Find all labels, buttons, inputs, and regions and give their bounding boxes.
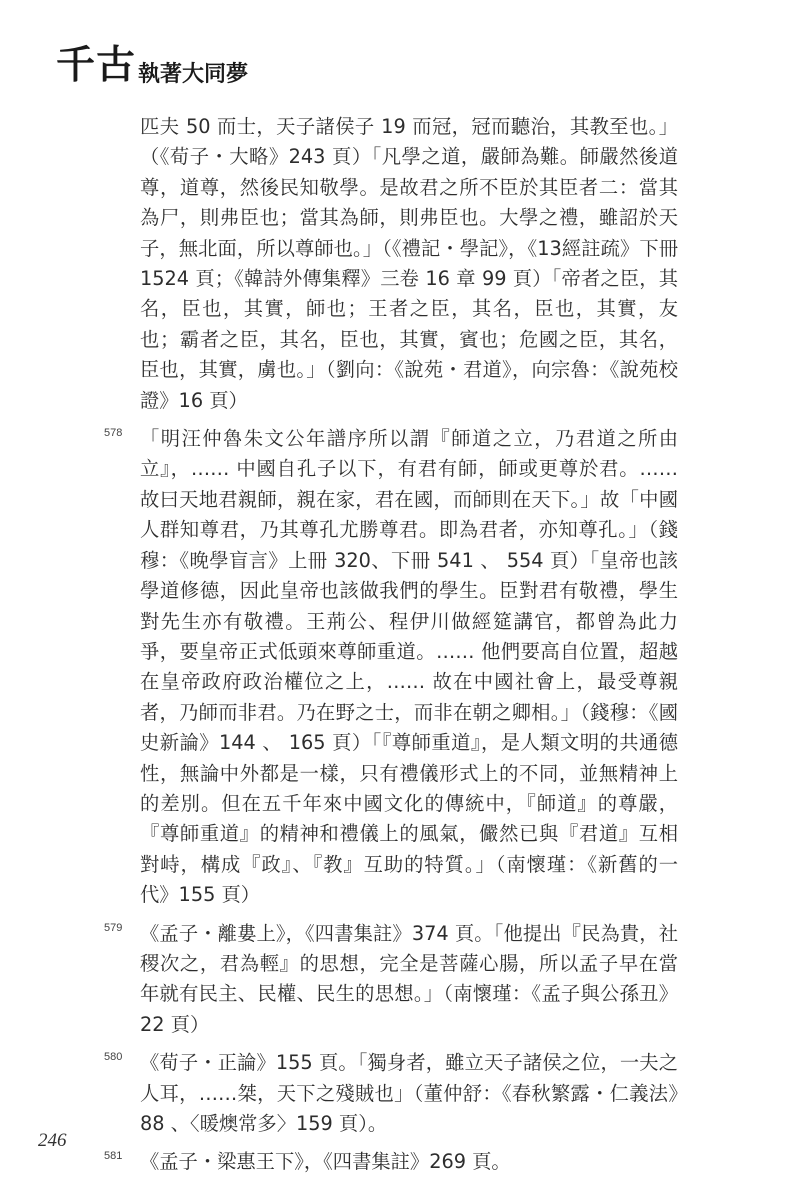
footnote-number: 580 (104, 1051, 123, 1064)
page-number: 246 (38, 1130, 67, 1151)
footnote-number: 579 (104, 921, 123, 934)
footnote-579 (104, 919, 678, 1041)
book-subtitle: 執著大同夢 (138, 61, 249, 87)
footnote-text: 《荀子・正論》155 頁。「獨身者，雖立天子諸侯之位，一夫之人耳，……桀，天下之殘賊也」（董仲舒：《春秋繁露・仁義法》88 、〈暖燠常多〉159 頁）。 (140, 1051, 678, 1135)
book-title: 千古 (56, 42, 137, 88)
footnote-580 (104, 1048, 678, 1139)
footnote-text: 《孟子・梁惠王下》，《四書集註》269 頁。 (140, 1150, 511, 1174)
footnote-581 (104, 1147, 678, 1177)
running-header (56, 34, 249, 88)
footnote-text: 《孟子・離婁上》，《四書集註》374 頁。「他提出『民為貴，社稷次之，君為輕』的思想，完全是菩薩心腸，所以孟子早在當年就有民主、民權、民生的思想。」（南懷瑾：《孟子與公孫丑》22 頁） (140, 921, 678, 1036)
footnote-number: 578 (104, 427, 123, 440)
footnote-text: 「明汪仲魯朱文公年譜序所以謂『師道之立，乃君道之所由立』，…… 中國自孔子以下，有君有師，師或更尊於君。…… 故曰天地君親師，親在家，君在國，而師則在天下。」故「中國人群知尊君，乃其尊孔尤勝尊君。即為君者，亦知尊孔。」（錢穆：《晚學盲言》上冊 320、下冊 541 、 554 頁）「皇帝也該學道修德，因此皇帝也該做我們的學生。臣對君有敬禮，學生對先生亦有敬禮。王荊公、程伊川做經筵講官，都曾為此力爭，要皇帝正式低頭來尊師重道。…… 他們要高自位置，超越在皇帝政府政治權位之上，…… 故在中國社會上，最受尊親者，乃師而非君。乃在野之士，而非在朝之卿相。」（錢穆：《國史新論》144 、 165 頁）「『尊師重道』，是人類文明的共通德性，無論中外都是一樣，只有禮儀形式上的不同，並無精神上的差別。但在五千年來中國文化的傳統中，『師道』的尊嚴，『尊師重道』的精神和禮儀上的風氣，儼然已與『君道』互相對峙，構成『政』、『教』互助的特質。」（南懷瑾：《新舊的一代》155 頁） (140, 427, 678, 907)
footnote-number: 581 (104, 1150, 123, 1163)
footnote-continued (104, 112, 678, 416)
footnotes (104, 112, 678, 1186)
footnote-text: 匹夫 50 而士，天子諸侯子 19 而冠，冠而聽治，其教至也。」（《荀子・大略》243 頁）「凡學之道，嚴師為難。師嚴然後道尊，道尊，然後民知敬學。是故君之所不臣於其臣者二：當其為尸，則弗臣也；當其為師，則弗臣也。大學之禮，雖詔於天子，無北面，所以尊師也。」（《禮記・學記》，《13經註疏》下冊 1524 頁；《韓詩外傳集釋》三卷 16 章 99 頁）「帝者之臣，其名，臣也，其實，師也；王者之臣，其名，臣也，其實，友也；霸者之臣，其名，臣也，其實，賓也；危國之臣，其名，臣也，其實，虜也。」（劉向：《說苑・君道》，向宗魯：《說苑校證》16 頁） (140, 115, 678, 412)
footnote-578 (104, 424, 678, 911)
